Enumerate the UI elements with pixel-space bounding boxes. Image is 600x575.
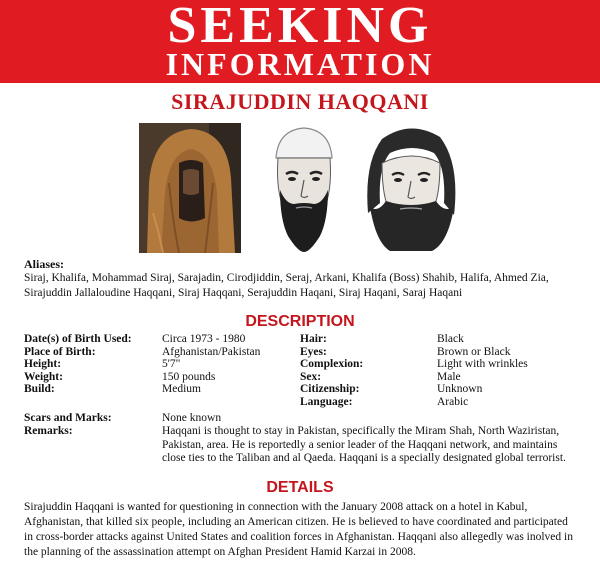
weight-label: Weight: [24,370,63,383]
description-left-values [162,333,292,396]
citizenship-label: Citizenship: [300,383,360,396]
eyes-value: Brown or Black [437,345,511,358]
complexion-label: Complexion: [300,358,364,371]
subject-photo-hooded [139,123,241,253]
scars-value: None known [162,412,222,424]
sex-value: Male [437,370,461,383]
build-label: Build: [24,383,55,396]
description-heading: DESCRIPTION [245,313,355,330]
remarks-label: Remarks: [24,424,73,437]
place-of-birth-label: Place of Birth: [24,345,96,358]
height-value: 5'7" [162,358,181,371]
scars-remarks-labels [24,412,164,437]
complexion-value: Light with wrinkles [437,358,528,371]
scars-label: Scars and Marks: [24,412,112,424]
description-left-labels [24,333,164,396]
height-label: Height: [24,358,62,371]
details-text: Sirajuddin Haqqani is wanted for questioning in connection with the January 2008 attack on a hotel in Kabul, Afghanistan, that killed six people, including an American citizen. He is believed to have coordinated and participated in cross-border attacks against United States and coalition forces in Afghanistan. Haqqani also allegedly was inolved in the planning of the assassination attempt on Afghan President Hamid Karzai in 2008. [24,501,573,558]
description-right-labels [300,333,430,409]
hair-value: Black [437,333,464,345]
language-label: Language: [300,395,353,408]
build-value: Medium [162,383,201,396]
subject-name: SIRAJUDDIN HAQQANI [171,89,429,114]
eyes-label: Eyes: [300,345,327,358]
subject-sketch-long-hair [360,123,462,253]
header-banner [0,0,600,83]
citizenship-value: Unknown [437,383,483,396]
banner-title-information: INFORMATION [165,46,435,82]
sex-label: Sex: [300,370,322,383]
aliases-list: Siraj, Khalifa, Mohammad Siraj, Sarajadin, Cirodjiddin, Seraj, Arkani, Khalifa (Boss) Shahib, Halifa, Ahmed Zia, Sirajuddin Jallaloudine Haqqani, Siraj Haqqani, Serajuddin Haqani, Siraj Haqani, Saraj Haqani [24,272,549,299]
scars-value-block [162,412,362,425]
weight-value: 150 pounds [162,370,216,383]
hair-label: Hair: [300,333,327,345]
details-heading: DETAILS [266,479,334,496]
description-right-values [437,333,587,409]
dob-value: Circa 1973 - 1980 [162,333,246,345]
aliases-label: Aliases: [24,257,64,271]
remarks-value: Haqqani is thought to stay in Pakistan, specifically the Miram Shah, North Waziristan, Pakistan, area. He is reportedly a senior leader of the Haqqani network, and maintains close ties to the Taliban and al Qaeda. Haqqani is a specially designated global terrorist. [162,425,566,464]
subject-sketch-cap [258,124,350,254]
place-of-birth-value: Afghanistan/Pakistan [162,345,261,358]
banner-title-seeking: SEEKING [167,0,433,54]
dob-label: Date(s) of Birth Used: [24,333,132,345]
language-value: Arabic [437,395,469,408]
